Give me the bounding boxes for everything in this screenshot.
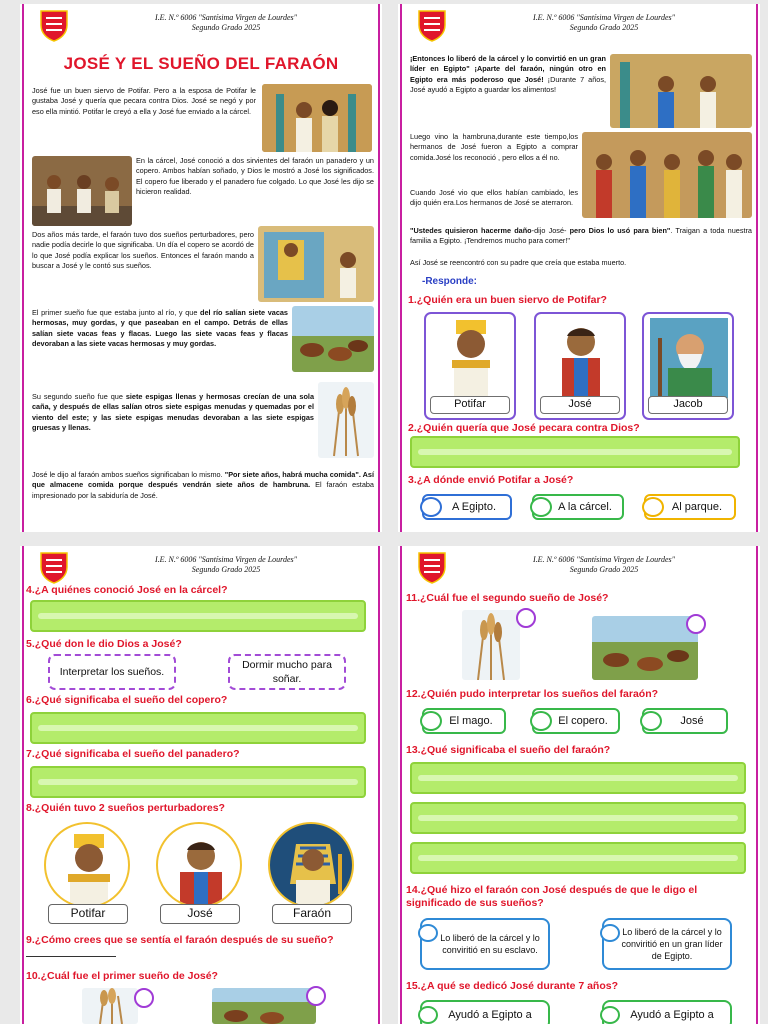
story-paragraph: Cuando José vio que ellos habían cambiado, les dijo quién era.Los hermanos de José se aterraron.: [410, 188, 578, 208]
story-paragraph: Así José se reencontró con su padre que creía que estaba muerto.: [410, 258, 627, 267]
jose-portrait: [554, 318, 608, 396]
question-10: 10.¿Cuál fue el primer sueño de José?: [26, 970, 218, 982]
answer-option-2[interactable]: [602, 1000, 732, 1024]
question-3: 3.¿A dónde envió Potifar a José?: [408, 474, 574, 486]
question-2: 2.¿Quién quería que José pecara contra Dios?: [408, 422, 640, 434]
option-label: A Egipto.: [451, 501, 497, 513]
select-circle[interactable]: [686, 614, 706, 634]
story-paragraph: ¡Entonces lo liberó de la cárcel y lo convirtió en un gran líder en Egipto" ¡Aparte del faraón, ningún otro en Egipto era más poderoso que José! ¡Durante 7 años, José ayudó a Egipto a guardar los alimentos!: [410, 54, 606, 95]
page-border-left: [400, 546, 402, 1024]
school-shield-icon: [40, 10, 68, 42]
page-border-right: [756, 4, 758, 532]
option-label: A la cárcel.: [558, 501, 612, 513]
page-border-left: [22, 546, 24, 1024]
answer-option-a-egipto[interactable]: [422, 494, 512, 520]
checkbox-circle[interactable]: [530, 497, 552, 517]
page-border-left: [22, 4, 24, 532]
question-8: 8.¿Quién tuvo 2 sueños perturbadores?: [26, 802, 225, 814]
question-9: 9.¿Cómo crees que se sentía el faraón después de su sueño?: [26, 934, 372, 961]
cows-illustration: [592, 616, 698, 680]
checkbox-circle[interactable]: [418, 1006, 438, 1024]
section-heading: -Responde:: [422, 276, 477, 287]
select-circle[interactable]: [306, 986, 326, 1006]
checkbox-circle[interactable]: [418, 924, 438, 942]
checkbox-circle[interactable]: [642, 497, 664, 517]
school-shield-icon: [40, 552, 68, 584]
question-4: 4.¿A quiénes conoció José en la cárcel?: [26, 584, 228, 596]
answer-label: José: [540, 396, 620, 414]
question-13: 13.¿Qué significaba el sueño del faraón?: [406, 744, 611, 756]
answer-line[interactable]: [410, 762, 746, 794]
school-name: I.E. N.º 6006 "Santísima Virgen de Lourdes" Segundo Grado 2025: [532, 555, 675, 574]
answer-option-1[interactable]: [420, 1000, 550, 1024]
pharaoh-throne-illustration: [258, 226, 374, 302]
option-label: Ayudó a Egipto a: [630, 1009, 714, 1021]
wheat-illustration: [82, 988, 138, 1024]
answer-option-el-mago[interactable]: [422, 708, 506, 734]
question-7: 7.¿Qué significaba el sueño del panadero?: [26, 748, 240, 760]
question-15: 15.¿A qué se dedicó José durante 7 años?: [406, 980, 619, 992]
page-header: [398, 546, 760, 586]
school-shield-icon: [418, 552, 446, 584]
option-label: José: [680, 715, 704, 727]
answer-line[interactable]: [30, 712, 366, 744]
answer-card-jacob[interactable]: [642, 312, 734, 420]
page-header: [398, 4, 760, 44]
cows-illustration: [292, 306, 374, 372]
egypt-leader-illustration: [610, 54, 752, 128]
page-border-left: [400, 4, 402, 532]
pharaoh-portrait: [270, 824, 354, 908]
wheat-illustration: [318, 382, 374, 458]
worksheet-page-3: [20, 546, 382, 1024]
option-label: Ayudó a Egipto a: [448, 1009, 532, 1021]
story-paragraph: José fue un buen siervo de Potifar. Pero a la esposa de Potifar le gustaba José y quería que pecara contra Dios. José se negó y por eso ella mintió. Potifar le creyó a ella y José fue enviado a la cárcel.: [32, 86, 256, 116]
checkbox-circle[interactable]: [600, 924, 620, 942]
answer-line[interactable]: [30, 600, 366, 632]
page-header: [20, 4, 382, 44]
answer-label: Potifar: [430, 396, 510, 414]
school-name: I.E. N.º 6006 "Santísima Virgen de Lourdes" Segundo Grado 2025: [532, 13, 675, 32]
story-paragraph: José le dijo al faraón ambos sueños significaban lo mismo. "Por siete años, habrá mucha comida". Así que almacene comida porque después vendrán siete años de hambruna. El faraón estaba impresionado por la sabiduría de José.: [32, 470, 374, 500]
school-name: I.E. N.º 6006 "Santísima Virgen de Lourdes" Segundo Grado 2025: [154, 555, 297, 574]
question-14: 14.¿Qué hizo el faraón con José después de que le digo el significado de sus sueños?: [406, 884, 698, 909]
worksheet-page-1: [20, 4, 382, 532]
answer-blank[interactable]: [26, 947, 116, 957]
potifar-palace-illustration: [262, 84, 372, 152]
jose-portrait: [158, 824, 242, 908]
answer-option-potifar[interactable]: [44, 822, 130, 908]
story-paragraph: Luego vino la hambruna,durante este tiempo,los hermanos de José fueron a Egipto a comprar comida.José los reconoció , pero ellos a él no.: [410, 132, 578, 162]
answer-option-a-la-carcel[interactable]: [532, 494, 624, 520]
prison-illustration: [32, 156, 132, 226]
select-circle[interactable]: [134, 988, 154, 1008]
question-12: 12.¿Quién pudo interpretar los sueños del faraón?: [406, 688, 659, 700]
option-label: El mago.: [449, 715, 493, 727]
select-circle[interactable]: [516, 608, 536, 628]
question-5: 5.¿Qué don le dio Dios a José?: [26, 638, 182, 650]
answer-label: Potifar: [48, 904, 128, 924]
answer-card-potifar[interactable]: [424, 312, 516, 420]
jacob-portrait: [650, 318, 728, 398]
page-border-right: [378, 4, 380, 532]
checkbox-circle[interactable]: [530, 711, 552, 731]
answer-label: Jacob: [648, 396, 728, 414]
answer-option-faraon[interactable]: [268, 822, 354, 908]
answer-option-esclavo[interactable]: [420, 918, 550, 970]
story-paragraph: "Ustedes quisieron hacerme daño-dijo José- pero Dios lo usó para bien". Traigan a toda nuestra familia a Egipto. ¡Tendremos mucho para comer!": [410, 226, 752, 246]
answer-label: Faraón: [272, 904, 352, 924]
answer-line[interactable]: [410, 436, 740, 468]
question-11: 11.¿Cuál fue el segundo sueño de José?: [406, 592, 609, 604]
answer-option-al-parque[interactable]: [644, 494, 736, 520]
answer-option-el-copero[interactable]: [532, 708, 620, 734]
story-paragraph: Su segundo sueño fue que siete espigas llenas y hermosas crecían de una sola caña, y después de ellas salían otros siete espigas menudas y quemadas por el viento del este; y las siete espigas menudas devoraban a las siete espigas gruesas y llenas.: [32, 392, 315, 433]
answer-line[interactable]: [30, 766, 366, 798]
answer-card-jose[interactable]: [534, 312, 626, 420]
answer-option-jose[interactable]: [156, 822, 242, 908]
option-label: Lo liberó de la cárcel y lo conviritió en un gran líder de Egipto.: [621, 927, 723, 961]
question-1: 1.¿Quién era un buen siervo de Potifar?: [408, 294, 607, 306]
page-border-right: [378, 546, 380, 1024]
question-6: 6.¿Qué significaba el sueño del copero?: [26, 694, 228, 706]
checkbox-circle[interactable]: [420, 497, 442, 517]
worksheet-page-4: [398, 546, 760, 1024]
wheat-illustration: [462, 610, 520, 680]
answer-label: José: [160, 904, 240, 924]
page-border-right: [756, 546, 758, 1024]
option-label: Al parque.: [671, 501, 723, 513]
potifar-portrait: [46, 824, 130, 908]
story-paragraph: En la cárcel, José conoció a dos sirvientes del faraón un panadero y un copero. Ambos habían soñado, y Dios le mostró a José los significados. El copero fue liberado y el panadero fue colgado. Lo que José les dijo se hicieron realidad.: [136, 156, 374, 197]
answer-option-gran-lider[interactable]: [602, 918, 732, 970]
brothers-illustration: [582, 132, 752, 218]
cows-illustration: [212, 988, 316, 1024]
answer-option-dormir[interactable]: Dormir mucho para soñar.: [228, 654, 346, 690]
potifar-portrait: [444, 318, 498, 396]
story-paragraph: Dos años más tarde, el faraón tuvo dos sueños perturbadores, pero nadie podía decirle lo que significaba. Un día el copero se acordó de lo que José podía explicar los sueños. Entonces el faraón mando a buscar a José y le contó sus sueños.: [32, 230, 254, 271]
page-title: JOSÉ Y EL SUEÑO DEL FARAÓN: [63, 54, 339, 73]
option-label: El copero.: [558, 715, 608, 727]
page-header: [20, 546, 382, 586]
checkbox-circle[interactable]: [640, 711, 662, 731]
worksheet-page-2: [398, 4, 760, 532]
school-name: I.E. N.º 6006 "Santísima Virgen de Lourdes" Segundo Grado 2025: [154, 13, 297, 32]
answer-line[interactable]: [410, 802, 746, 834]
answer-line[interactable]: [410, 842, 746, 874]
story-paragraph: El primer sueño fue que estaba junto al río, y que del río salían siete vacas hermosas, muy gordas, y que paseaban en el campo. Detrás de ellas salían siete vacas feas y flacas. Luego las siete vacas feas y flacas devoraban a las siete vacas hermosas y muy gordas.: [32, 308, 288, 349]
checkbox-circle[interactable]: [600, 1006, 620, 1024]
checkbox-circle[interactable]: [420, 711, 442, 731]
school-shield-icon: [418, 10, 446, 42]
answer-option-interpretar[interactable]: Interpretar los sueños.: [48, 654, 176, 690]
answer-option-jose[interactable]: [642, 708, 728, 734]
option-label: Lo liberó de la cárcel y lo conviritió en su esclavo.: [440, 933, 540, 955]
